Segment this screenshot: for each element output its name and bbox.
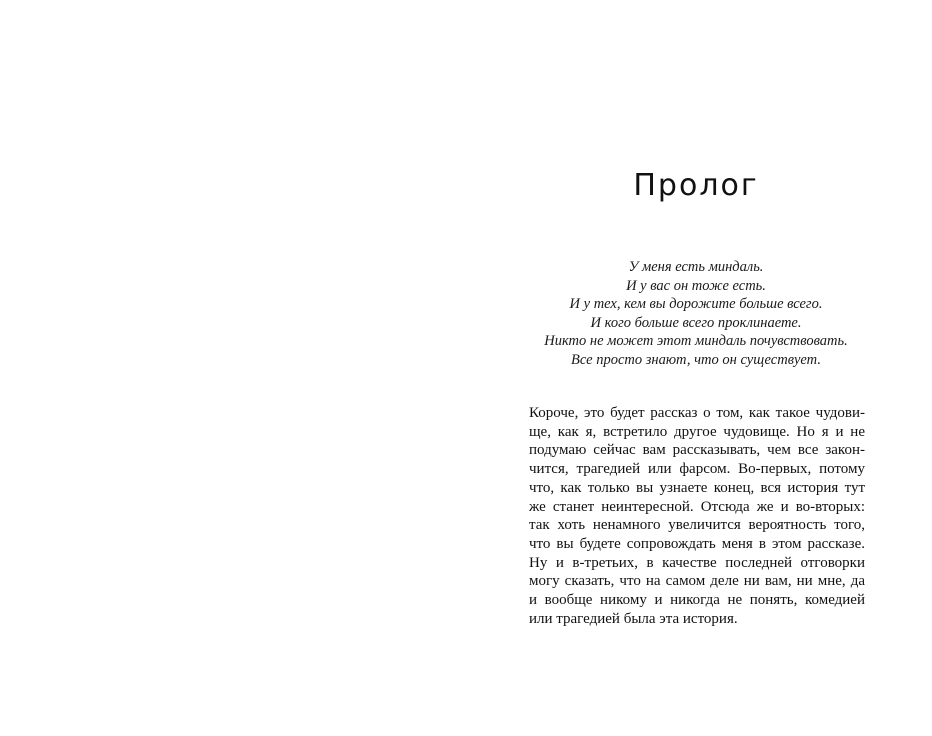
paragraph-line: могу сказать, что на самом деле ни вам, ни мне, да xyxy=(529,573,865,590)
epigraph-line: И у тех, кем вы дорожите больше всего. xyxy=(569,296,823,313)
epigraph-line: У меня есть миндаль. xyxy=(628,259,764,275)
paragraph-line: и вообще никому и никогда не понять, комедией xyxy=(529,592,865,609)
epigraph-line: Никто не может этот миндаль почувствовать. xyxy=(544,333,848,350)
epigraph-line: И у вас он тоже есть. xyxy=(626,277,766,294)
paragraph-line: же станет неинтересной. Отсюда же и во-вторых: xyxy=(529,498,865,515)
epigraph xyxy=(528,258,864,370)
epigraph-line: И кого больше всего проклинаете. xyxy=(590,314,802,331)
paragraph-line: или трагедией была эта история. xyxy=(529,610,738,627)
paragraph-line: что вы будете сопровождать меня в этом рассказе. xyxy=(529,535,865,552)
paragraph-line: так хоть ненамного увеличится вероятность того, xyxy=(529,517,865,534)
paragraph-line: Короче, это будет рассказ о том, как такое чудови- xyxy=(529,405,865,421)
chapter-title: Пролог xyxy=(633,168,759,203)
paragraph-line: чится, трагедией или фарсом. Во-первых, потому xyxy=(529,461,865,478)
body-paragraph xyxy=(529,404,865,628)
epigraph-line: Все просто знают, что он существует. xyxy=(571,351,821,368)
paragraph-line: что, как только вы узнаете конец, вся история тут xyxy=(529,479,865,496)
paragraph-line: подумаю сейчас вам рассказывать, чем все закон- xyxy=(529,442,865,459)
paragraph-line: Ну и в-третьих, в качестве последней отговорки xyxy=(529,554,865,571)
paragraph-line: ще, как я, встретило другое чудовище. Но я и не xyxy=(529,423,865,440)
